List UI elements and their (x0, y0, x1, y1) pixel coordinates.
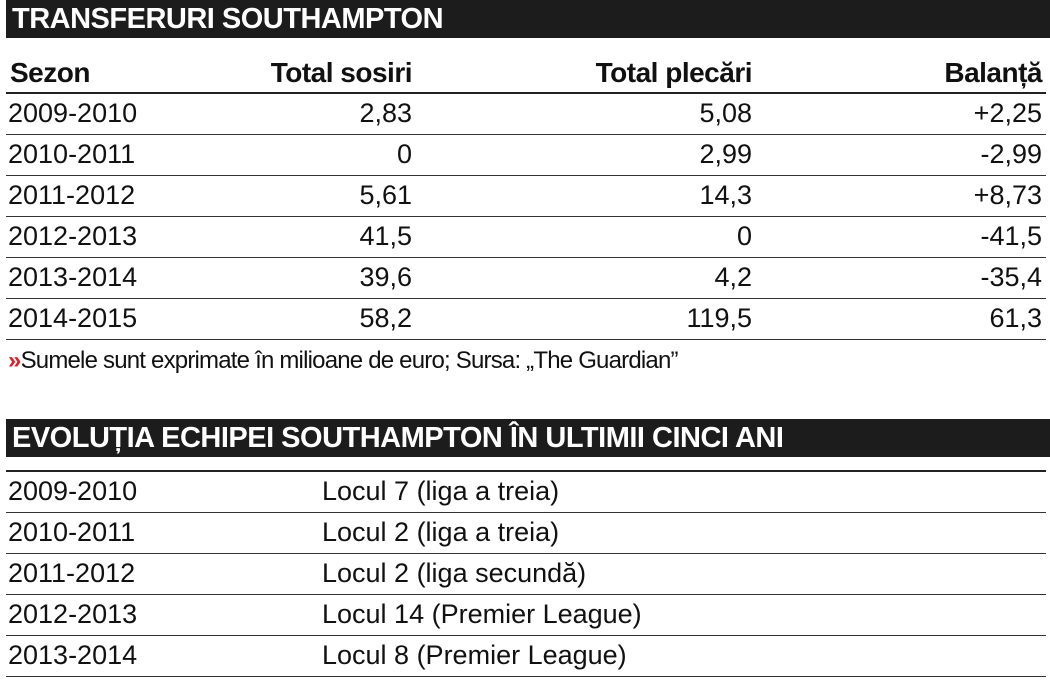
balance-cell: -41,5 (756, 216, 1046, 257)
season-cell: 2014-2015 (6, 298, 176, 339)
transfers-title: TRANSFERURI SOUTHAMPTON (6, 0, 1050, 38)
transfers-header-row (6, 53, 1046, 93)
arrivals-cell: 39,6 (176, 257, 416, 298)
arrivals-cell: 41,5 (176, 216, 416, 257)
balance-cell: +2,25 (756, 93, 1046, 134)
season-cell: 2011-2012 (6, 175, 176, 216)
departures-cell: 119,5 (416, 298, 756, 339)
arrivals-cell: 5,61 (176, 175, 416, 216)
table-row (6, 175, 1046, 216)
placement-cell: Locul 14 (Premier League) (318, 594, 1046, 635)
header-sezon: Sezon (6, 53, 176, 93)
season-cell: 2012-2013 (6, 594, 318, 635)
departures-cell: 5,08 (416, 93, 756, 134)
table-row (6, 257, 1046, 298)
table-row (6, 298, 1046, 339)
placement-cell: Locul 8 (Premier League) (318, 635, 1046, 676)
table-row (6, 553, 1046, 594)
evolution-title: EVOLUȚIA ECHIPEI SOUTHAMPTON ÎN ULTIMII CINCI ANI (6, 419, 1050, 457)
placement-cell: Locul 2 (liga a treia) (318, 512, 1046, 553)
table-row (6, 93, 1046, 134)
balance-cell: +8,73 (756, 175, 1046, 216)
table-row (6, 216, 1046, 257)
placement-cell: Locul 2 (liga secundă) (318, 553, 1046, 594)
departures-cell: 2,99 (416, 134, 756, 175)
balance-cell: -2,99 (756, 134, 1046, 175)
header-total-sosiri: Total sosiri (176, 53, 416, 93)
departures-cell: 0 (416, 216, 756, 257)
season-cell: 2009-2010 (6, 93, 176, 134)
season-cell: 2013-2014 (6, 257, 176, 298)
header-total-plecari: Total plecări (416, 53, 756, 93)
arrivals-cell: 2,83 (176, 93, 416, 134)
table-row (6, 635, 1046, 676)
arrivals-cell: 58,2 (176, 298, 416, 339)
header-balanta: Balanță (756, 53, 1046, 93)
source-footnote (8, 343, 678, 379)
footnote-marker: » (8, 347, 21, 374)
transfers-table (6, 53, 1046, 340)
departures-cell: 14,3 (416, 175, 756, 216)
placement-cell: Locul 7 (liga a treia) (318, 471, 1046, 512)
season-cell: 2010-2011 (6, 134, 176, 175)
season-cell: 2011-2012 (6, 553, 318, 594)
balance-cell: -35,4 (756, 257, 1046, 298)
footnote-text: Sumele sunt exprimate în milioane de euro; Sursa: „The Guardian” (20, 347, 678, 374)
table-row (6, 134, 1046, 175)
table-row (6, 471, 1046, 512)
season-cell: 2013-2014 (6, 635, 318, 676)
table-row (6, 512, 1046, 553)
season-cell: 2010-2011 (6, 512, 318, 553)
season-cell: 2012-2013 (6, 216, 176, 257)
season-cell: 2009-2010 (6, 471, 318, 512)
evolution-table (6, 470, 1046, 677)
balance-cell: 61,3 (756, 298, 1046, 339)
departures-cell: 4,2 (416, 257, 756, 298)
table-row (6, 594, 1046, 635)
arrivals-cell: 0 (176, 134, 416, 175)
